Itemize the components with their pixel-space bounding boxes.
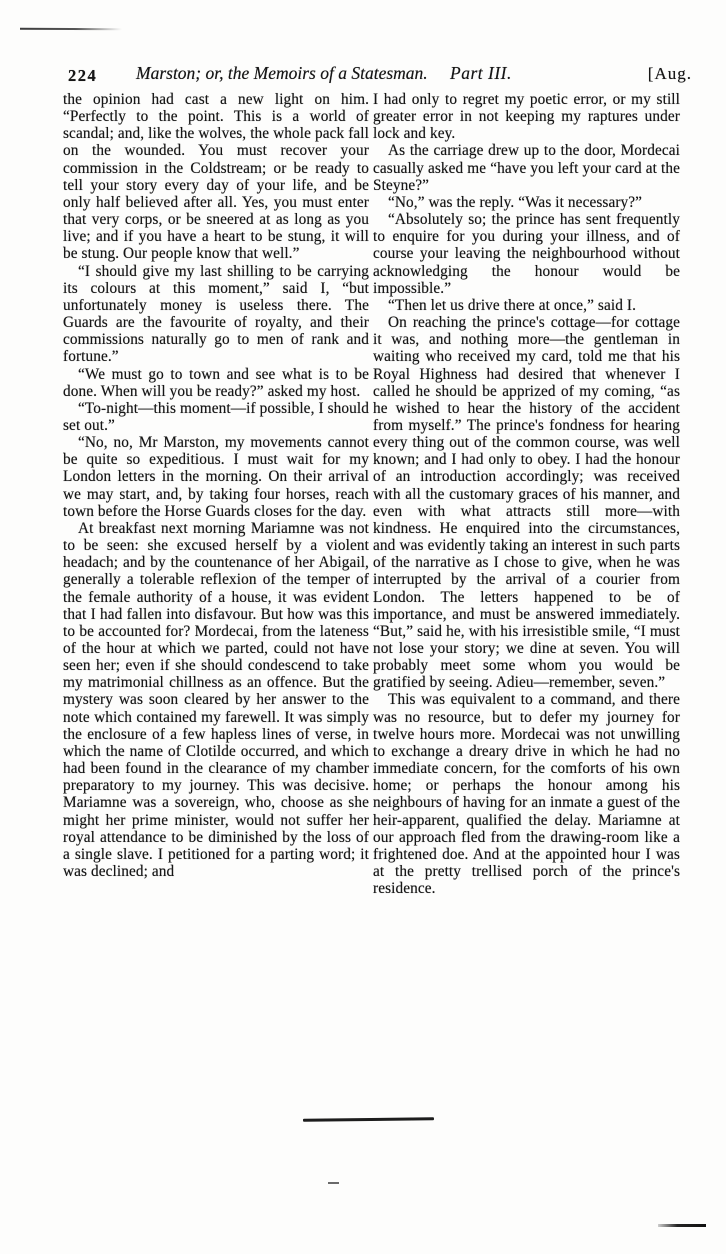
page-number: 224	[68, 66, 98, 85]
running-head	[136, 63, 512, 84]
paragraph: the opinion had cast a new light on him. “Perfectly to the point. This is a world of scandal; and, like the wolves, the whole pack fall on the wounded. You must recover your commission in the Coldstream; or be ready to tell your story every day of your life, and be only half believed after all. Yes, you must enter that very corps, or be sneered at as long as you live; and if you have a heart to be stung, it will be stung. Our people know that well.”	[63, 91, 369, 263]
paragraph: I had only to regret my poetic error, or my still greater error in not keeping my raptures under lock and key.	[373, 91, 680, 143]
paragraph: At breakfast next morning Mariamne was not to be seen: she excused herself by a violent headach; and by the countenance of her Abigail, generally a tolerable reflexion of the temper of the female authority of a house, it was evident that I had fallen into disfavour. But how was this to be accounted for? Mordecai, from the lateness of the hour at which we parted, could not have seen her; even if she should condescend to take my matrimonial chillness as an offence. But the mystery was soon cleared by her answer to the note which contained my farewell. It was simply the enclosure of a few hapless lines of verse, in which the name of Clotilde occurred, and which had been found in the clearance of my chamber preparatory to my journey. This was decisive. Mariamne was a sovereign, who, choose as she might her prime minister, would not suffer her royal attendance to be diminished by the loss of a single slave. I petitioned for a parting word; it was declined; and	[63, 519, 369, 881]
paragraph: “I should give my last shilling to be carrying its colours at this moment,” said I, “but unfortunately money is useless there. The Guards are the favourite of royalty, and their commissions naturally go to men of rank and fortune.”	[63, 262, 369, 366]
left-column	[63, 91, 369, 880]
paragraph: “Then let us drive there at once,” said I.	[388, 296, 636, 314]
date-label: [Aug.	[647, 64, 692, 83]
part-label: Part III.	[450, 63, 512, 83]
paragraph: As the carriage drew up to the door, Mordecai casually asked me “have you left your card at the Steyne?”	[373, 142, 680, 194]
paragraph: “To-night—this moment—if possible, I should set out.”	[63, 399, 369, 434]
running-title: Marston; or, the Memoirs of a Statesman.	[136, 63, 428, 83]
scan-artifact-line	[20, 28, 122, 31]
paragraph: “We must go to town and see what is to be done. When will you be ready?” asked my host.	[63, 365, 369, 400]
paragraph: This was equivalent to a command, and there was no resource, but to defer my journey for twelve hours more. Mordecai was not unwilling to exchange a dreary drive in which he had no immediate concern, for the comforts of his own home; or perhaps the honour among his neighbours of having for an inmate a guest of the heir-apparent, qualified the delay. Mariamne at our approach fled from the drawing-room like a frightened doe. And at the appointed hour I was at the pretty trellised porch of the prince's residence.	[373, 691, 680, 898]
scan-artifact-bottom-right	[658, 1224, 706, 1227]
paragraph: “Absolutely so; the prince has sent frequently to enquire for you during your illness, and of course your leaving the neighbourhood without acknowledging the honour would be impossible.”	[373, 211, 680, 297]
paragraph: On reaching the prince's cottage—for cottage it was, and nothing more—the gentleman in waiting who received my card, told me that his Royal Highness had desired that whenever I called he should be apprized of my coming, “as he wished to hear the history of the accident from myself.” The prince's fondness for hearing every thing out of the common course, was well known; and I had only to obey. I had the honour of an introduction accordingly; was received with all the customary graces of his manner, and even with what attracts still more—with kindness. He enquired into the circumstances, and was evidently taking an interest in such parts of the narrative as I chose to give, when he was interrupted by the arrival of a courier from London. The letters happened to be of importance, and must be answered immediately. “But,” said he, with his irresistible smile, “I must not lose your story; we dine at seven. You will probably meet some whom you would be gratified by seeing. Adieu—remember, seven.”	[373, 314, 680, 692]
section-divider-rule	[303, 1117, 434, 1122]
paragraph: “No,” was the reply. “Was it necessary?”	[388, 193, 643, 211]
paragraph: “No, no, Mr Marston, my movements cannot be quite so expeditious. I must wait for my London letters in the morning. On their arrival we may start, and, by taking four horses, reach town before the Horse Guards closes for the day.	[63, 434, 369, 520]
right-column	[373, 91, 680, 897]
scan-dash-mark	[328, 1182, 339, 1184]
